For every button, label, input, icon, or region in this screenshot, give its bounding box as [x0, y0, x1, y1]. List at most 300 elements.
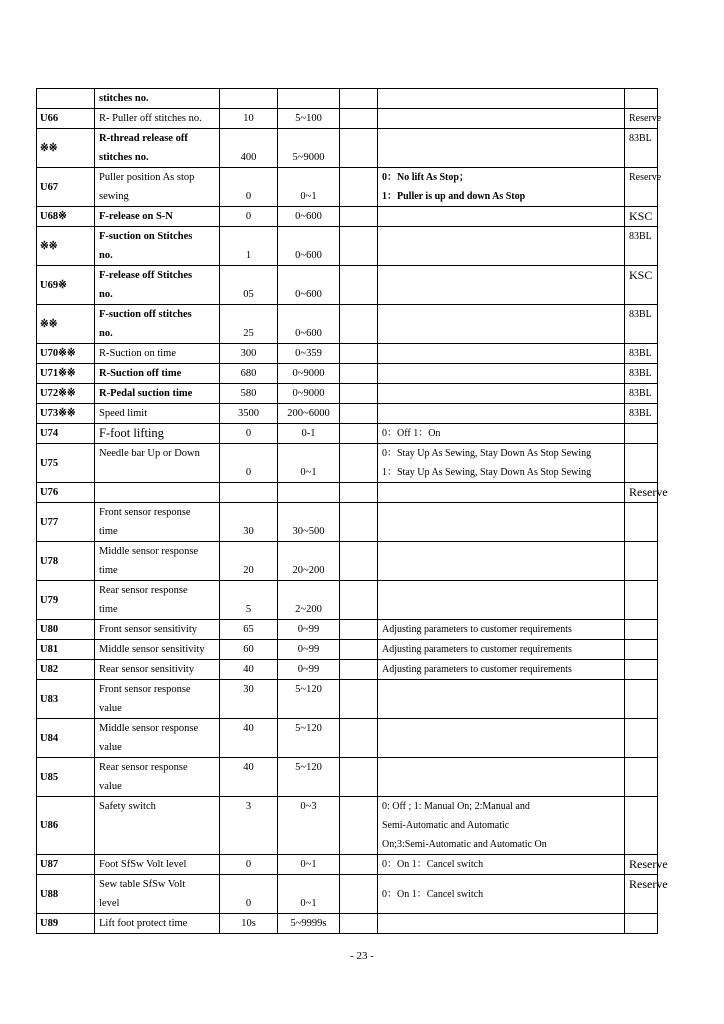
note-value: 83BL — [629, 309, 652, 320]
param-name-cell — [95, 129, 220, 168]
default-value-cell — [220, 444, 278, 483]
table-row — [37, 758, 658, 797]
description-cell — [378, 914, 625, 934]
description-cell — [378, 542, 625, 581]
default-value: 40 — [243, 723, 254, 734]
param-name-cell — [95, 344, 220, 364]
note-cell — [625, 168, 662, 207]
description-cell — [378, 109, 625, 129]
range-cell — [278, 620, 340, 640]
param-number-cell — [37, 89, 95, 109]
description-line: 0：On 1：Cancel switch — [382, 888, 484, 900]
param-number-cell — [37, 797, 95, 855]
description-cell — [378, 660, 625, 680]
spacer — [282, 875, 335, 894]
param-number: ※※ — [40, 142, 58, 154]
blank-cell — [340, 914, 378, 934]
note-value: Reserve — [629, 172, 662, 183]
description-cell — [378, 424, 625, 444]
table-row — [37, 875, 658, 914]
param-number-cell — [37, 364, 95, 384]
note-value: 83BL — [629, 388, 652, 399]
note-cell — [625, 680, 658, 719]
blank-cell — [340, 581, 378, 620]
range-cell — [278, 719, 340, 758]
default-value: 0 — [245, 211, 252, 222]
default-value: 20 — [243, 565, 254, 576]
blank-cell — [340, 404, 378, 424]
range-value: 0~9000 — [292, 368, 325, 379]
range-cell — [278, 542, 340, 581]
param-name-cell — [95, 542, 220, 581]
param-name-cell — [95, 875, 220, 914]
default-value-cell — [220, 719, 278, 758]
spacer — [282, 168, 335, 187]
param-name-cell — [95, 404, 220, 424]
table-row — [37, 620, 658, 640]
param-number-cell — [37, 660, 95, 680]
range-value: 0~600 — [295, 328, 322, 339]
description-cell — [378, 207, 625, 227]
param-name-line: Rear sensor sensitivity — [99, 664, 195, 675]
blank-cell — [340, 384, 378, 404]
range-cell — [278, 207, 340, 227]
description-cell — [378, 227, 625, 266]
default-value: 0 — [245, 428, 252, 439]
param-number-cell — [37, 444, 95, 483]
range-cell — [278, 364, 340, 384]
default-value-cell — [220, 266, 278, 305]
table-row — [37, 227, 658, 266]
default-value-cell — [220, 109, 278, 129]
param-name-line: Front sensor sensitivity — [99, 624, 198, 635]
param-name-line: R-Suction on time — [99, 348, 176, 359]
param-number-cell — [37, 483, 95, 503]
range-value: 0~600 — [295, 289, 322, 300]
parameter-table — [36, 88, 668, 934]
param-name-line: level — [99, 898, 120, 909]
param-number-cell — [37, 404, 95, 424]
default-value: 0 — [245, 191, 252, 202]
spacer — [224, 305, 273, 324]
description-line: Adjusting parameters to customer requirements — [382, 664, 572, 675]
range-value: 0~600 — [295, 211, 322, 222]
range-value: 0~600 — [295, 250, 322, 261]
description-line: Adjusting parameters to customer requirements — [382, 644, 572, 655]
param-name-line: Rear sensor response — [99, 762, 188, 773]
param-name-line: time — [99, 565, 118, 576]
description-cell — [378, 483, 625, 503]
note-value: 83BL — [629, 368, 652, 379]
default-value-cell — [220, 875, 278, 914]
param-name-line: F-release on S-N — [99, 211, 173, 222]
range-value: 0~1 — [300, 898, 317, 909]
param-number: ※※ — [40, 318, 58, 330]
default-value: 0 — [245, 898, 252, 909]
param-number: U80 — [40, 624, 59, 635]
default-value: 60 — [243, 644, 254, 655]
table-row — [37, 266, 658, 305]
param-number-cell — [37, 542, 95, 581]
range-value: 20~200 — [292, 565, 325, 576]
default-value-cell — [220, 542, 278, 581]
param-number-cell — [37, 384, 95, 404]
spacer — [282, 503, 335, 522]
param-name-cell — [95, 483, 220, 503]
table-row — [37, 207, 658, 227]
note-cell — [625, 855, 668, 875]
table-row — [37, 404, 658, 424]
page-number: - 23 - — [350, 950, 374, 962]
param-number-cell — [37, 914, 95, 934]
param-name-cell — [95, 207, 220, 227]
range-value: 0~1 — [300, 191, 317, 202]
param-number-cell — [37, 581, 95, 620]
param-name-cell — [95, 305, 220, 344]
range-value: 0~9000 — [292, 388, 325, 399]
param-name-line: time — [99, 604, 118, 615]
table-row — [37, 89, 658, 109]
blank-cell — [340, 680, 378, 719]
range-cell — [278, 404, 340, 424]
note-value — [629, 542, 653, 561]
description-cell — [378, 503, 625, 542]
range-cell — [278, 424, 340, 444]
param-name-line: Middle sensor response — [99, 723, 199, 734]
table-row — [37, 797, 658, 855]
default-value: 1 — [245, 250, 252, 261]
default-value: 400 — [240, 152, 257, 163]
blank-cell — [340, 266, 378, 305]
description-cell — [378, 89, 625, 109]
param-name-line: F-suction on Stitches — [99, 231, 193, 242]
param-number-cell — [37, 129, 95, 168]
spacer — [282, 266, 335, 285]
blank-cell — [340, 129, 378, 168]
param-number-cell — [37, 344, 95, 364]
default-value-cell — [220, 797, 278, 855]
range-cell — [278, 914, 340, 934]
note-cell — [625, 620, 658, 640]
default-value-cell — [220, 855, 278, 875]
table-row — [37, 855, 658, 875]
default-value — [224, 483, 273, 502]
param-name-line: no. — [99, 250, 113, 261]
table-row — [37, 719, 658, 758]
param-number-cell — [37, 266, 95, 305]
blank-cell — [340, 344, 378, 364]
param-name-cell — [95, 914, 220, 934]
param-name-cell — [95, 620, 220, 640]
param-number: U76 — [40, 487, 59, 498]
param-name-cell — [95, 109, 220, 129]
blank-cell — [340, 719, 378, 758]
default-value-cell — [220, 207, 278, 227]
note-cell — [625, 207, 658, 227]
param-number: U82 — [40, 664, 59, 675]
default-value-cell — [220, 404, 278, 424]
description-line: 0：On 1：Cancel switch — [382, 859, 484, 870]
default-value-cell — [220, 640, 278, 660]
param-number: U77 — [40, 516, 59, 528]
range-cell — [278, 483, 340, 503]
note-cell — [625, 266, 658, 305]
spacer — [282, 581, 335, 600]
range-cell — [278, 855, 340, 875]
default-value: 580 — [240, 388, 257, 399]
table-row — [37, 384, 658, 404]
blank-cell — [340, 483, 378, 503]
blank-cell — [340, 227, 378, 266]
range-value: 5~9000 — [292, 152, 325, 163]
description-cell — [378, 344, 625, 364]
param-name-line: R-Suction off time — [99, 368, 182, 379]
note-value — [629, 620, 653, 639]
range-value: 5~9999s — [290, 918, 327, 929]
note-cell — [625, 758, 658, 797]
param-name-line: Puller position As stop — [99, 172, 195, 183]
spacer — [224, 227, 273, 246]
param-number: U67 — [40, 181, 59, 193]
default-value-cell — [220, 89, 278, 109]
default-value-cell — [220, 305, 278, 344]
range-cell — [278, 129, 340, 168]
description-cell — [378, 444, 625, 483]
param-number-cell — [37, 719, 95, 758]
table-row — [37, 129, 658, 168]
description-line: 0: Off ; 1: Manual On; 2:Manual and — [382, 801, 530, 812]
param-number-cell — [37, 227, 95, 266]
param-number: U79 — [40, 594, 59, 606]
param-number: U81 — [40, 644, 59, 655]
description-cell — [378, 855, 625, 875]
blank-cell — [340, 660, 378, 680]
param-name-line: stitches no. — [99, 152, 149, 163]
description-line: 0：Stay Up As Sewing, Stay Down As Stop Sewing — [382, 448, 592, 459]
spacer — [282, 227, 335, 246]
note-cell — [625, 875, 668, 914]
param-number: U68※ — [40, 211, 67, 222]
param-name-line: Front sensor response — [99, 684, 191, 695]
blank-cell — [340, 855, 378, 875]
description-line: Semi-Automatic and Automatic — [382, 820, 510, 831]
note-value: Reserve — [629, 877, 668, 891]
param-name-cell — [95, 424, 220, 444]
default-value: 05 — [243, 289, 254, 300]
default-value-cell — [220, 660, 278, 680]
param-number: U87 — [40, 859, 59, 870]
param-name-line: value — [99, 742, 122, 753]
param-number: U72※※ — [40, 388, 76, 399]
note-value — [629, 640, 653, 659]
note-value: Reserve — [629, 857, 668, 871]
range-value: 0~359 — [295, 348, 322, 359]
spacer — [282, 129, 335, 148]
note-cell — [625, 581, 658, 620]
param-number: U69※ — [40, 279, 67, 291]
default-value-cell — [220, 503, 278, 542]
note-value — [629, 797, 653, 816]
default-value: 0 — [245, 859, 252, 870]
param-number: U71※※ — [40, 368, 76, 379]
default-value: 3 — [245, 801, 252, 812]
range-value — [282, 89, 335, 108]
range-cell — [278, 344, 340, 364]
range-cell — [278, 266, 340, 305]
note-cell — [625, 640, 658, 660]
note-cell — [625, 384, 658, 404]
param-name-cell — [95, 660, 220, 680]
default-value: 30 — [243, 684, 254, 695]
range-value: 0~99 — [297, 644, 320, 655]
table-row — [37, 344, 658, 364]
param-name-line: F-suction off stitches — [99, 309, 192, 320]
note-value: Reserve — [629, 113, 662, 124]
note-value: 83BL — [629, 408, 652, 419]
range-value: 0~1 — [300, 467, 317, 478]
default-value-cell — [220, 129, 278, 168]
param-number: U86 — [40, 820, 59, 831]
param-name-cell — [95, 168, 220, 207]
note-value — [629, 680, 653, 699]
param-number: U75 — [40, 457, 59, 469]
param-name-cell — [95, 719, 220, 758]
table-row — [37, 305, 658, 344]
note-cell — [625, 227, 658, 266]
table-row — [37, 914, 658, 934]
param-number: U85 — [40, 771, 59, 783]
default-value: 3500 — [238, 408, 259, 419]
param-name-cell — [95, 503, 220, 542]
default-value-cell — [220, 914, 278, 934]
range-value: 5~100 — [295, 113, 322, 124]
param-name-cell — [95, 581, 220, 620]
description-cell — [378, 168, 625, 207]
range-cell — [278, 109, 340, 129]
default-value-cell — [220, 344, 278, 364]
note-cell — [625, 344, 658, 364]
range-value: 30~500 — [292, 526, 325, 537]
spacer — [282, 305, 335, 324]
default-value-cell — [220, 483, 278, 503]
note-cell — [625, 914, 658, 934]
param-name-cell — [95, 680, 220, 719]
description-cell — [378, 384, 625, 404]
param-name-line: F-release off Stitches — [99, 270, 193, 281]
range-value: 0-1 — [301, 428, 316, 439]
note-value: 83BL — [629, 133, 652, 144]
range-value: 0~99 — [297, 664, 320, 675]
description-line: 1：Puller is up and down As Stop — [382, 191, 526, 202]
note-cell — [625, 542, 658, 581]
spacer — [224, 542, 273, 561]
param-name-line: no. — [99, 328, 113, 339]
spacer — [224, 444, 273, 463]
note-value: KSC — [629, 268, 653, 282]
param-number-cell — [37, 875, 95, 914]
default-value-cell — [220, 364, 278, 384]
default-value: 300 — [240, 348, 257, 359]
description-cell — [378, 719, 625, 758]
note-cell — [625, 444, 658, 483]
param-number: U74 — [40, 428, 59, 439]
note-value: Reserve — [629, 485, 668, 499]
blank-cell — [340, 620, 378, 640]
range-value: 5~120 — [295, 684, 322, 695]
param-number-cell — [37, 109, 95, 129]
range-cell — [278, 227, 340, 266]
range-value: 0~3 — [300, 801, 317, 812]
note-value — [629, 914, 653, 933]
param-name-cell — [95, 640, 220, 660]
param-name-line: sewing — [99, 191, 129, 202]
param-number-cell — [37, 855, 95, 875]
note-cell — [625, 89, 658, 109]
param-name-line: Safety switch — [99, 801, 156, 812]
range-cell — [278, 797, 340, 855]
note-cell — [625, 109, 662, 129]
range-value: 5~120 — [295, 723, 322, 734]
default-value-cell — [220, 384, 278, 404]
param-name-line: R-Pedal suction time — [99, 388, 193, 399]
param-number-cell — [37, 503, 95, 542]
param-name-line: time — [99, 526, 118, 537]
range-cell — [278, 660, 340, 680]
note-value — [629, 89, 653, 108]
blank-cell — [340, 109, 378, 129]
range-value: 5~120 — [295, 762, 322, 773]
param-name-line: Lift foot protect time — [99, 918, 188, 929]
note-value — [629, 444, 653, 463]
range-cell — [278, 168, 340, 207]
param-name-line: value — [99, 781, 122, 792]
blank-cell — [340, 364, 378, 384]
note-value — [629, 660, 653, 679]
description-line: 0：Off 1：On — [382, 428, 441, 439]
param-name-line: Needle bar Up or Down — [99, 448, 200, 459]
description-line: On;3:Semi-Automatic and Automatic On — [382, 839, 547, 850]
description-line: Adjusting parameters to customer requirements — [382, 624, 572, 635]
table-row — [37, 503, 658, 542]
range-cell — [278, 758, 340, 797]
table-row — [37, 581, 658, 620]
note-value — [629, 719, 653, 738]
param-name-line: F-foot lifting — [99, 426, 164, 440]
range-cell — [278, 503, 340, 542]
param-name-line: Sew table SfSw Volt — [99, 879, 186, 890]
blank-cell — [340, 758, 378, 797]
blank-cell — [340, 444, 378, 483]
default-value: 680 — [240, 368, 257, 379]
table-row — [37, 364, 658, 384]
table-row — [37, 640, 658, 660]
param-name-cell — [95, 855, 220, 875]
range-value: 200~6000 — [287, 408, 330, 419]
range-value: 2~200 — [295, 604, 322, 615]
default-value: 25 — [243, 328, 254, 339]
default-value: 5 — [245, 604, 252, 615]
description-cell — [378, 797, 625, 855]
blank-cell — [340, 542, 378, 581]
range-cell — [278, 384, 340, 404]
spacer — [224, 168, 273, 187]
param-number-cell — [37, 207, 95, 227]
table-row — [37, 483, 658, 503]
param-name-line: Speed limit — [99, 408, 148, 419]
blank-cell — [340, 168, 378, 207]
param-number-cell — [37, 305, 95, 344]
note-cell — [625, 305, 658, 344]
